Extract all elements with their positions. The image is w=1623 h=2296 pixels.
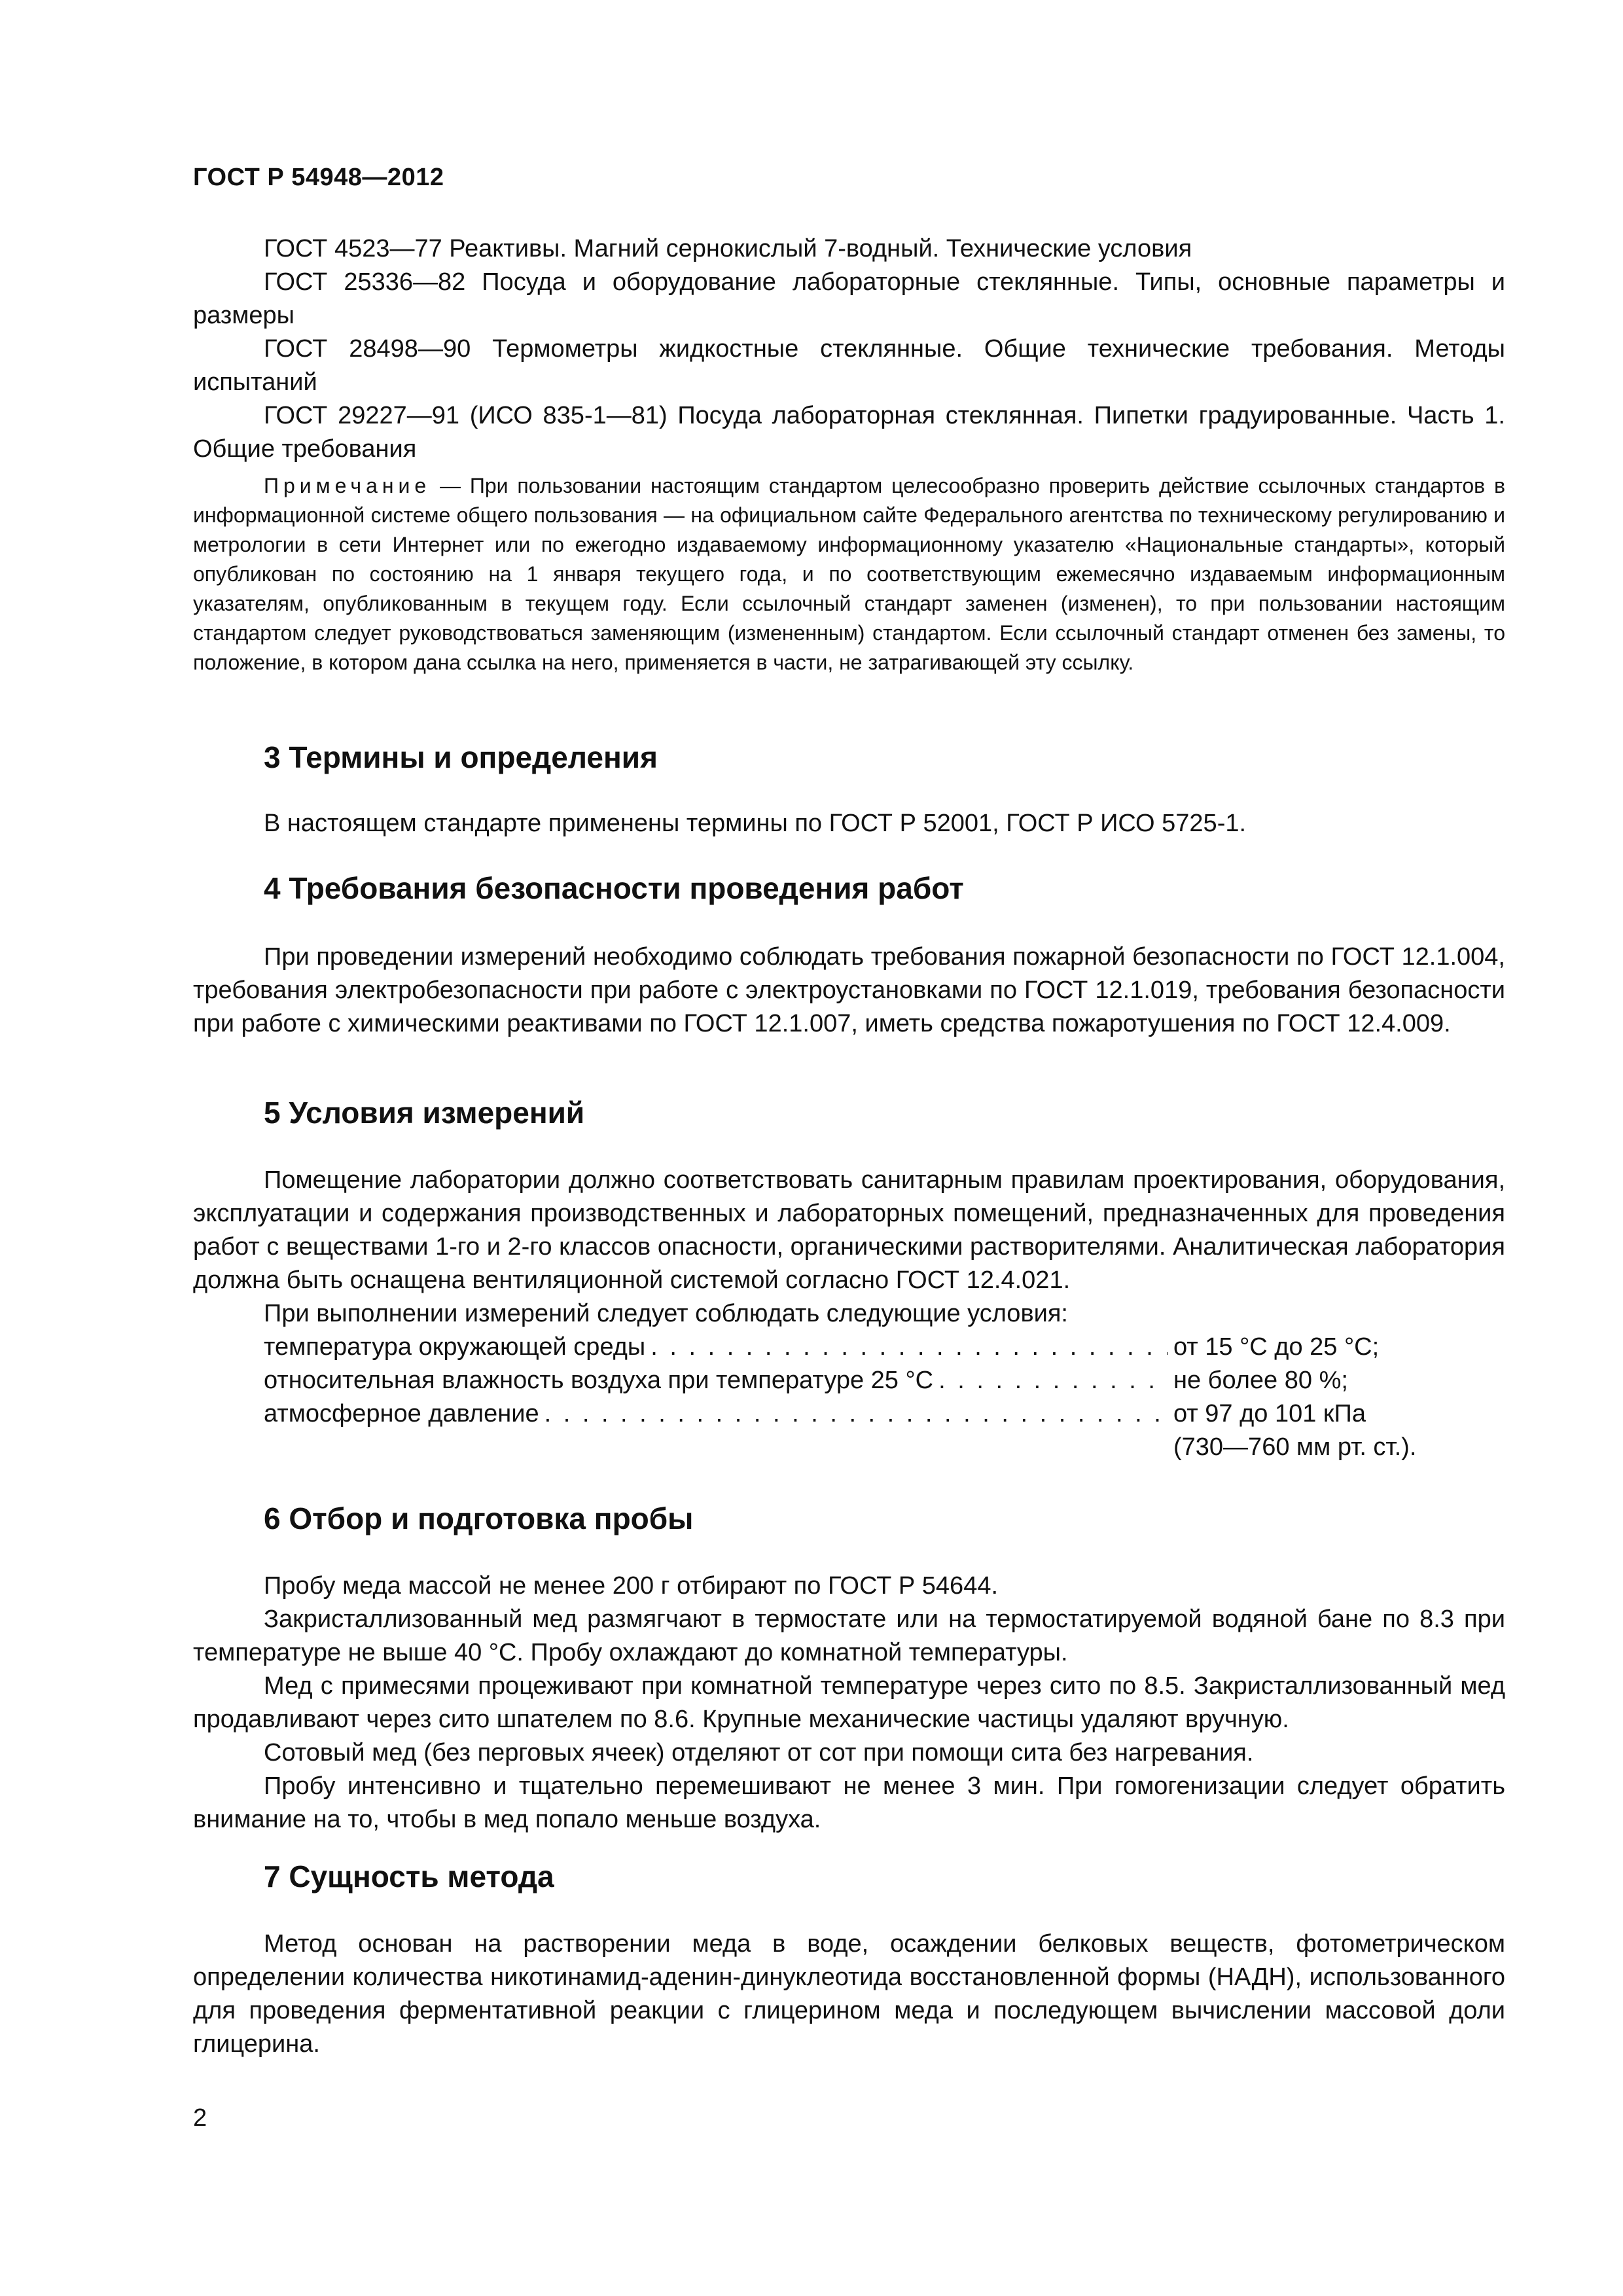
section-5-body	[193, 1164, 1505, 1331]
paragraph: Помещение лаборатории должно соответствовать санитарным правилам проектирования, оборудования, эксплуатации и содержания производственных и лабораторных помещений, предназначенных для проведения работ с веществами 1-го и 2-го классов опасности, органическими растворителями. Аналитическая лаборатория должна быть оснащена вентиляционной системой согласно ГОСТ 12.4.021.	[193, 1166, 1505, 1294]
paragraph: Пробу меда массой не менее 200 г отбирают по ГОСТ Р 54644.	[264, 1572, 999, 1600]
paragraph: Метод основан на растворении меда в воде, осаждении белковых веществ, фотометрическом определении количества никотинамид-аденин-динуклеотида восстановленной формы (НАДН), использованного для проведения ферментативной реакции с глицерином меда и последующем вычислении массовой доли глицерина.	[193, 1930, 1505, 2058]
section-6-body	[193, 1570, 1505, 1837]
paragraph: При выполнении измерений следует соблюдать следующие условия:	[264, 1300, 1068, 1327]
condition-value: от 97 до 101 кПа	[1173, 1400, 1366, 1427]
section-7-body	[193, 1928, 1505, 2061]
condition-row-pressure	[264, 1397, 1448, 1431]
section-4-body	[193, 941, 1505, 1041]
normative-references-list	[193, 232, 1505, 466]
condition-label: относительная влажность воздуха при температуре 25 °С	[264, 1367, 934, 1394]
note-label: Примечание	[264, 474, 431, 497]
section-3-title: 3 Термины и определения	[264, 740, 658, 774]
document-code-header: ГОСТ Р 54948—2012	[193, 164, 444, 191]
section-7-title: 7 Сущность метода	[264, 1859, 554, 1893]
condition-value: не более 80 %;	[1173, 1367, 1348, 1394]
reference-item: ГОСТ 4523—77 Реактивы. Магний сернокислый 7-водный. Технические условия	[264, 235, 1192, 262]
paragraph: Сотовый мед (без перговых ячеек) отделяют от сот при помощи сита без нагревания.	[264, 1739, 1254, 1767]
reference-item: ГОСТ 25336—82 Посуда и оборудование лабораторные стеклянные. Типы, основные параметры и размеры	[193, 268, 1505, 329]
note-text: — При пользовании настоящим стандартом целесообразно проверить действие ссылочных стандартов в информационной системе общего пользования — на официальном сайте Федерального агентства по техническому регулированию и метрологии в сети Интернет или по ежегодно издаваемому информационному указателю «Национальные стандарты», который опубликован по состоянию на 1 января текущего года, и по соответствующим ежемесячно издаваемым информационным указателям, опубликованным в текущем году. Если ссылочный стандарт заменен (изменен), то при пользовании настоящим стандартом следует руководствоваться заменяющим (измененным) стандартом. Если ссылочный стандарт отменен без замены, то положение, в котором дана ссылка на него, применяется в части, не затрагивающей эту ссылку.	[193, 474, 1505, 674]
paragraph: В настоящем стандарте применены термины по ГОСТ Р 52001, ГОСТ Р ИСО 5725-1.	[264, 810, 1247, 837]
reference-item: ГОСТ 29227—91 (ИСО 835-1—81) Посуда лабораторная стеклянная. Пипетки градуированные. Часть 1. Общие требования	[193, 402, 1505, 463]
condition-value: от 15 °С до 25 °С;	[1173, 1333, 1380, 1361]
condition-label: атмосферное давление	[264, 1400, 539, 1427]
dot-leader	[544, 1397, 1168, 1431]
paragraph: Закристаллизованный мед размягчают в термостате или на термостатируемой водяной бане по 8.3 при температуре не выше 40 °С. Пробу охлаждают до комнатной температуры.	[193, 1605, 1505, 1666]
paragraph: При проведении измерений необходимо соблюдать требования пожарной безопасности по ГОСТ 12.1.004, требования электробезопасности при работе с электроустановками по ГОСТ 12.1.019, требования безопасности при работе с химическими реактивами по ГОСТ 12.1.007, иметь средства пожаротушения по ГОСТ 12.4.009.	[193, 943, 1505, 1037]
condition-row-humidity	[264, 1364, 1448, 1397]
paragraph: Пробу интенсивно и тщательно перемешивают не менее 3 мин. При гомогенизации следует обратить внимание на то, чтобы в мед попало меньше воздуха.	[193, 1772, 1505, 1833]
section-6-title: 6 Отбор и подготовка пробы	[264, 1501, 694, 1535]
section-4-title: 4 Требования безопасности проведения работ	[264, 871, 964, 905]
condition-label: температура окружающей среды	[264, 1333, 646, 1361]
reference-note	[193, 471, 1505, 677]
page-number: 2	[193, 2104, 207, 2132]
dot-leader	[651, 1331, 1168, 1364]
condition-value-continuation: (730—760 мм рт. ст.).	[1173, 1433, 1417, 1461]
condition-row-temperature	[264, 1331, 1448, 1364]
section-3-body	[193, 807, 1505, 840]
reference-item: ГОСТ 28498—90 Термометры жидкостные стеклянные. Общие технические требования. Методы испытаний	[193, 335, 1505, 396]
section-5-title: 5 Условия измерений	[264, 1096, 585, 1130]
paragraph: Мед с примесями процеживают при комнатной температуре через сито по 8.5. Закристаллизованный мед продавливают через сито шпателем по 8.6. Крупные механические частицы удаляют вручную.	[193, 1672, 1505, 1733]
dot-leader	[938, 1364, 1168, 1397]
measurement-conditions	[264, 1331, 1448, 1464]
